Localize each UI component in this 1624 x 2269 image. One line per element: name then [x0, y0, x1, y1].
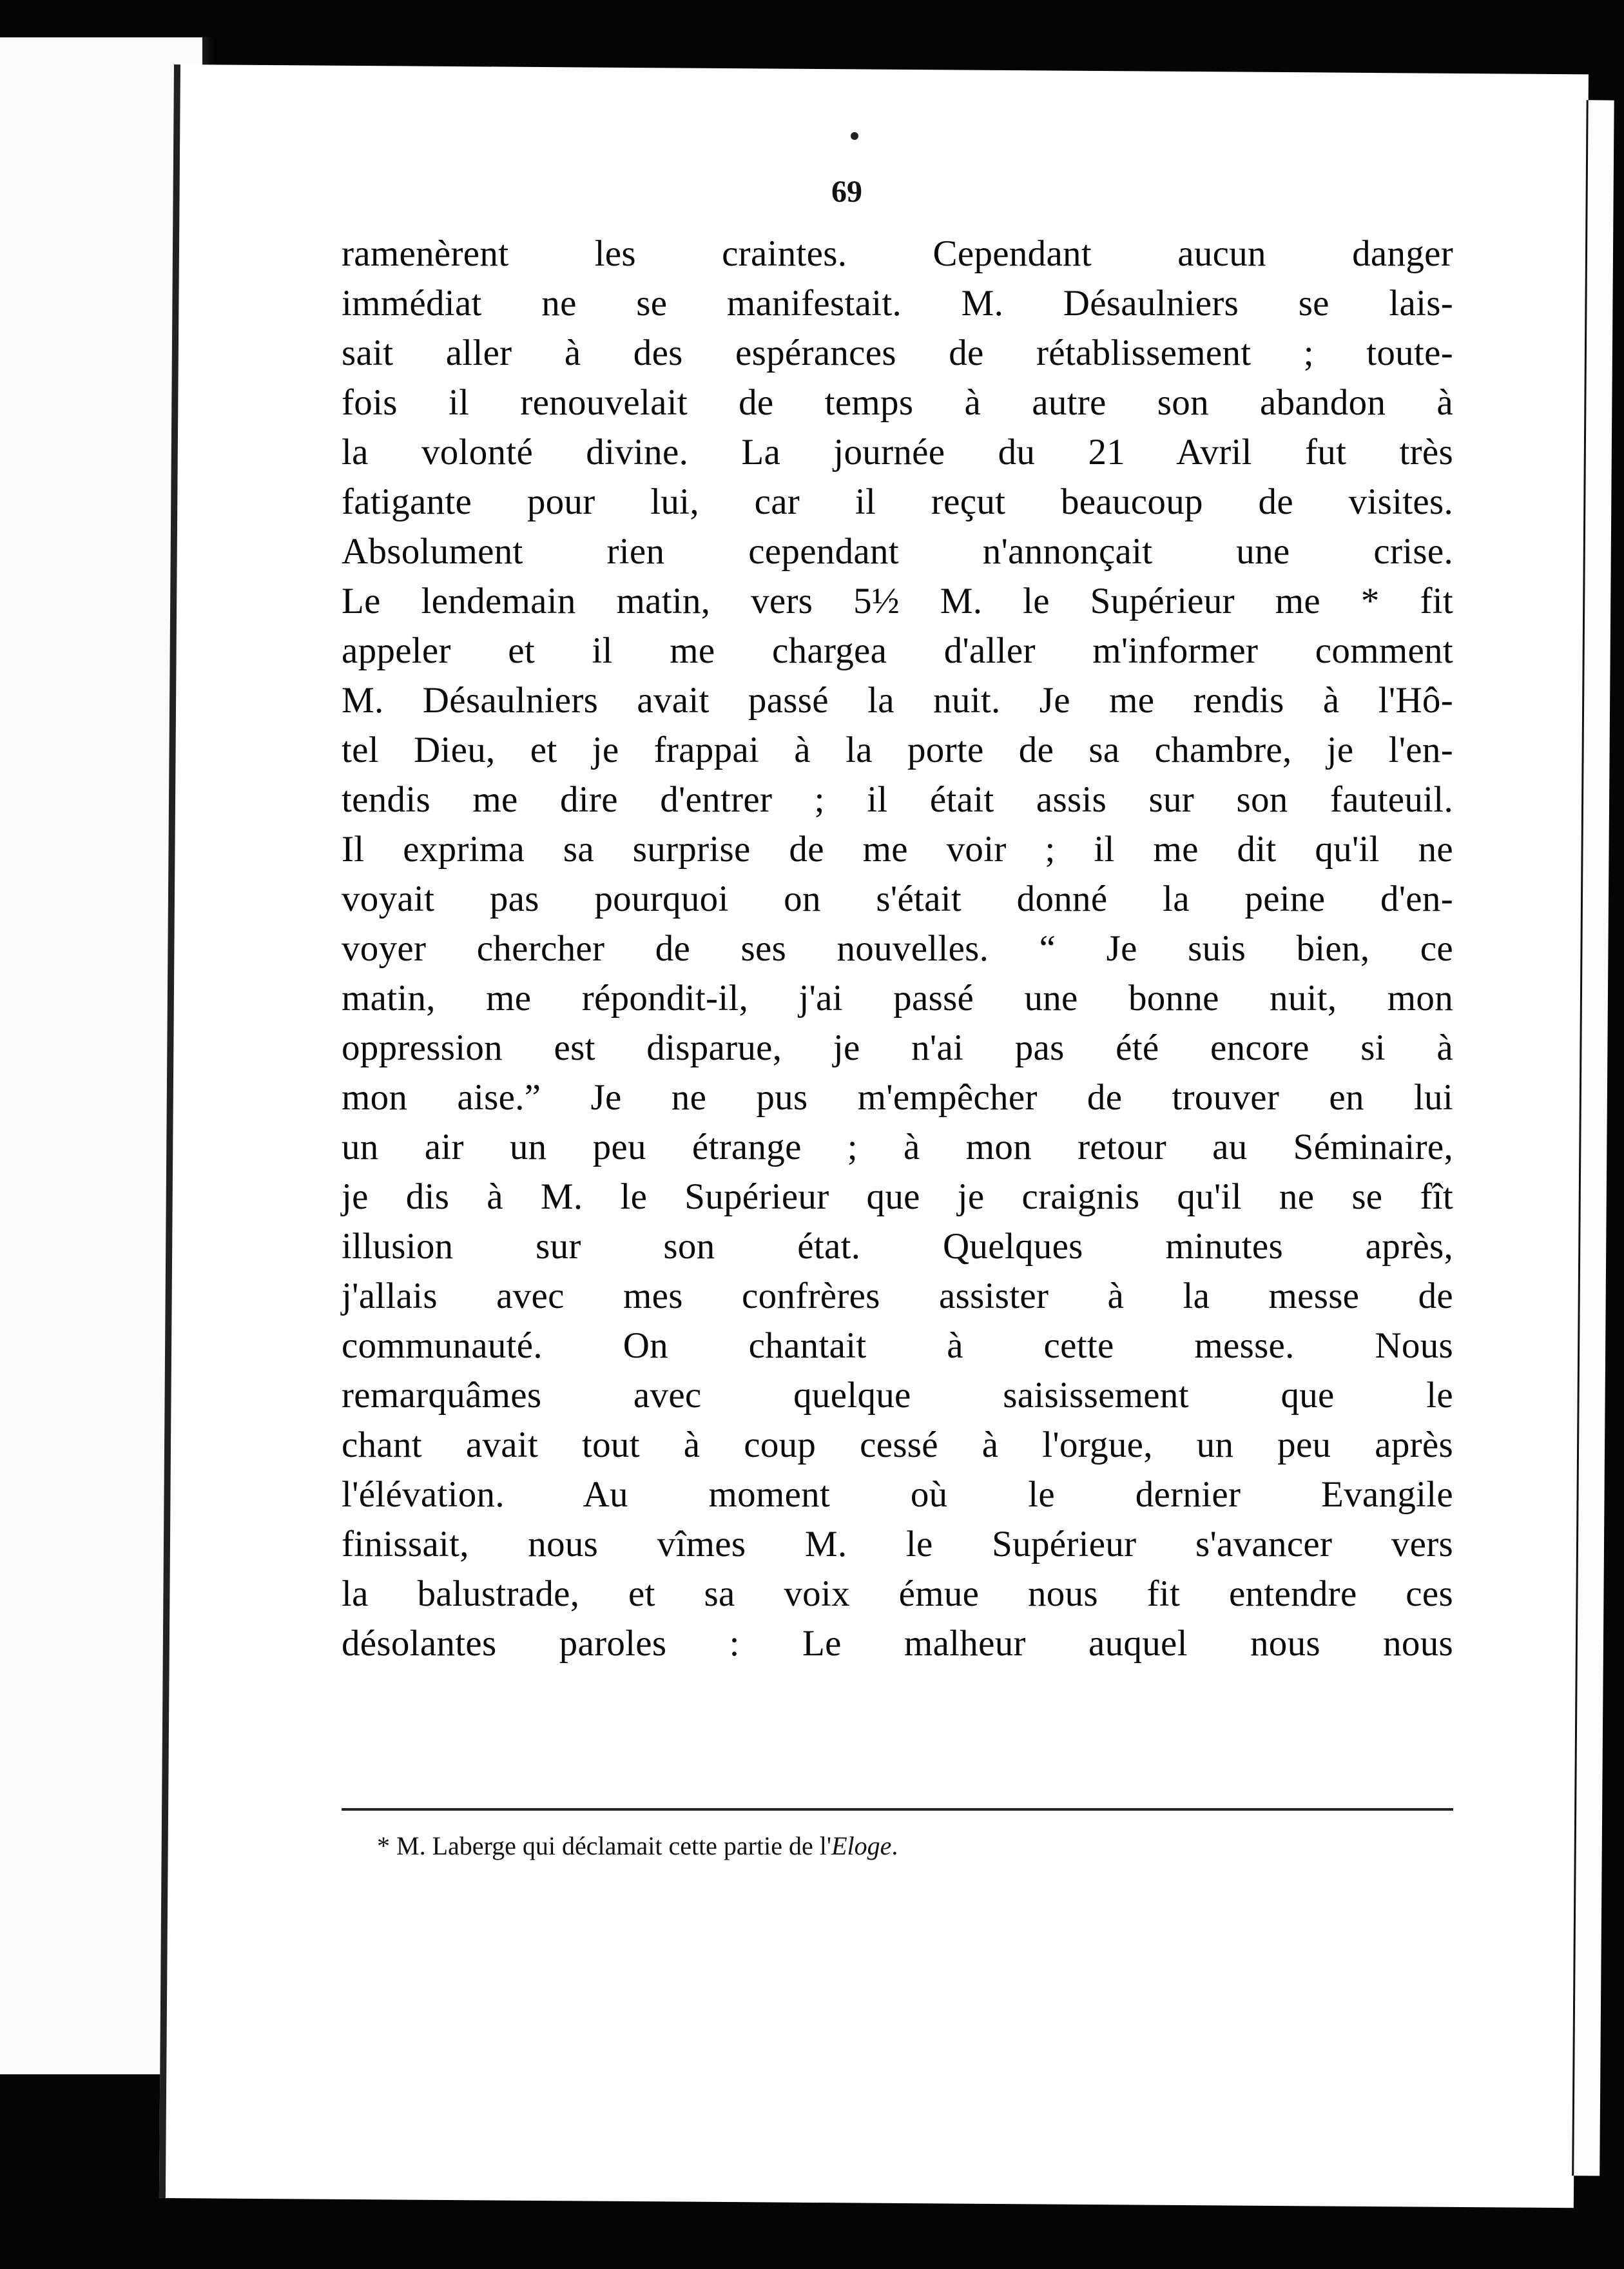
text-line: remarquâmes avec quelque saisissement que le	[342, 1375, 1453, 1416]
text-line: illusion sur son état. Quelques minutes après,	[342, 1226, 1453, 1267]
print-mark	[851, 132, 858, 140]
text-line: fatigante pour lui, car il reçut beaucoup de visites.	[342, 482, 1453, 522]
text-line: M. Désaulniers avait passé la nuit. Je me rendis à l'Hô-	[342, 680, 1453, 721]
text-line: fois il renouvelait de temps à autre son abandon à	[342, 382, 1453, 423]
text-line: immédiat ne se manifestait. M. Désaulniers se lais-	[342, 283, 1453, 324]
footnote-text: * M. Laberge qui déclamait cette partie de l'	[377, 1831, 832, 1860]
text-line: je dis à M. le Supérieur que je craignis qu'il ne se fît	[342, 1176, 1453, 1217]
text-line: j'allais avec mes confrères assister à la messe de	[342, 1276, 1453, 1316]
text-line: tendis me dire d'entrer ; il était assis sur son fauteuil.	[342, 779, 1453, 820]
text-line: Il exprima sa surprise de me voir ; il me dit qu'il ne	[342, 829, 1453, 870]
text-line: l'élévation. Au moment où le dernier Evangile	[342, 1474, 1453, 1515]
footnote	[377, 1831, 898, 1861]
text-line: chant avait tout à coup cessé à l'orgue, un peu après	[342, 1425, 1453, 1465]
text-line: un air un peu étrange ; à mon retour au Séminaire,	[342, 1127, 1453, 1167]
text-line: Absolument rien cependant n'annonçait une crise.	[342, 531, 1453, 572]
footnote-rule	[342, 1808, 1453, 1811]
body-text	[342, 229, 1453, 1668]
page-edge	[1572, 100, 1614, 2176]
text-line: communauté. On chantait à cette messe. Nous	[342, 1325, 1453, 1366]
text-line: Le lendemain matin, vers 5½ M. le Supérieur me * fit	[342, 581, 1453, 621]
text-line: appeler et il me chargea d'aller m'informer comment	[342, 630, 1453, 671]
text-line: tel Dieu, et je frappai à la porte de sa chambre, je l'en-	[342, 730, 1453, 770]
text-line: la volonté divine. La journée du 21 Avril fut très	[342, 432, 1453, 472]
footnote-end: .	[891, 1831, 898, 1860]
text-line: la balustrade, et sa voix émue nous fit entendre ces	[342, 1573, 1453, 1614]
text-line: voyer chercher de ses nouvelles. “ Je suis bien, ce	[342, 928, 1453, 969]
text-line: désolantes paroles : Le malheur auquel nous nous	[342, 1623, 1453, 1664]
text-line: matin, me répondit-il, j'ai passé une bonne nuit, mon	[342, 978, 1453, 1018]
text-line: voyait pas pourquoi on s'était donné la peine d'en-	[342, 879, 1453, 919]
text-line: sait aller à des espérances de rétablissement ; toute-	[342, 333, 1453, 373]
footnote-italic: Eloge	[831, 1831, 892, 1860]
text-line: ramenèrent les craintes. Cependant aucun danger	[342, 233, 1453, 274]
text-line: oppression est disparue, je n'ai pas été encore si à	[342, 1027, 1453, 1068]
text-line: finissait, nous vîmes M. le Supérieur s'avancer vers	[342, 1524, 1453, 1564]
page-number: 69	[831, 175, 862, 209]
text-line: mon aise.” Je ne pus m'empêcher de trouver en lui	[342, 1077, 1453, 1118]
